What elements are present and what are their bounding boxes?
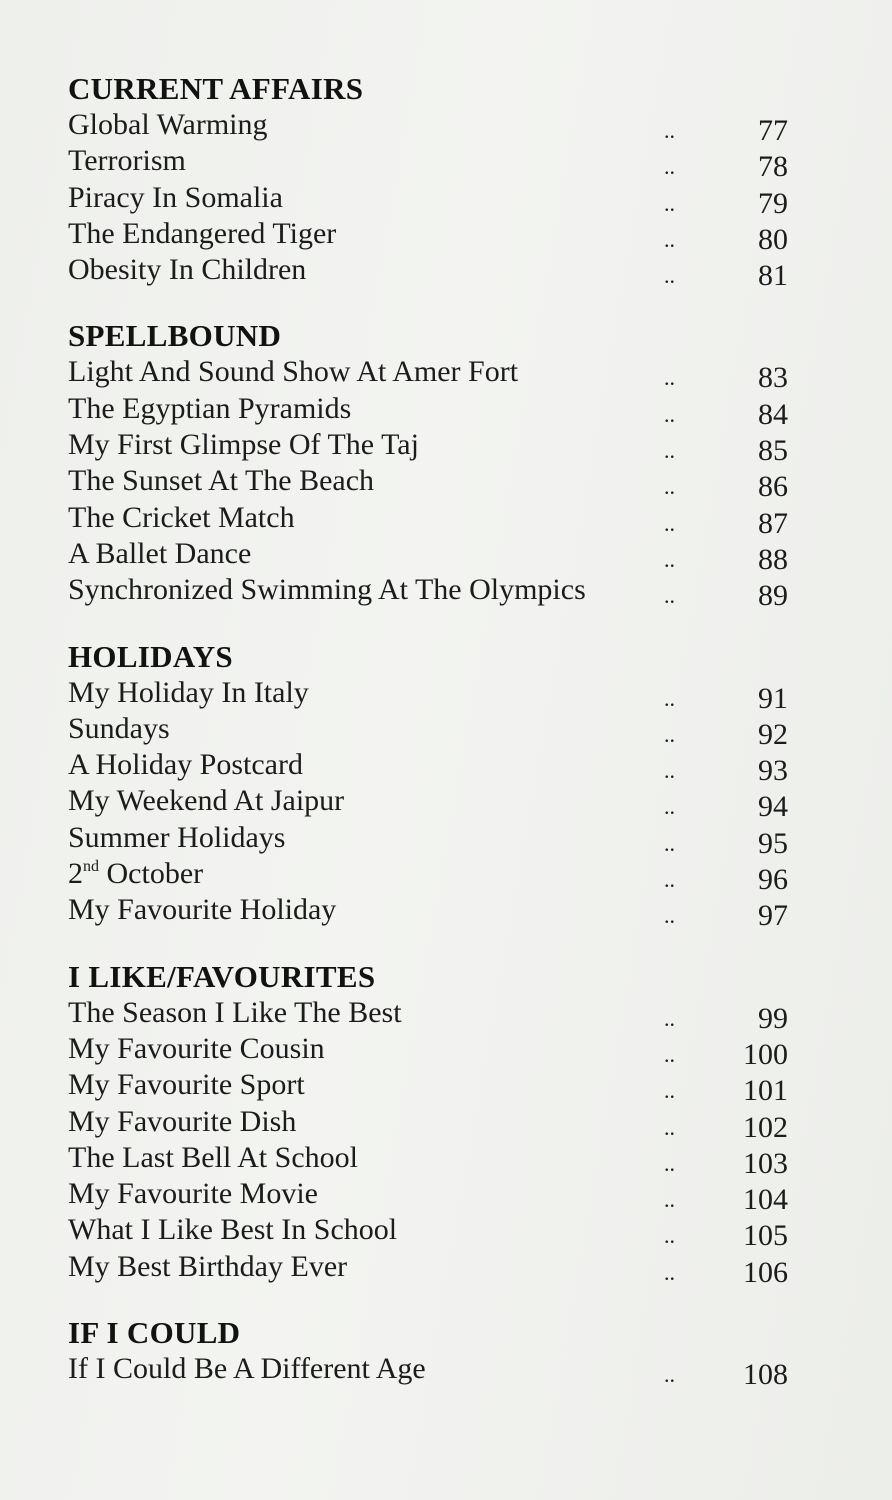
entry-title: Sundays (68, 711, 170, 745)
entry-page-number: 99 (758, 1001, 788, 1035)
entry-title: My Favourite Dish (68, 1104, 297, 1138)
entry-leader: .. (664, 1041, 675, 1067)
entry-title: The Last Bell At School (68, 1140, 358, 1174)
toc-section-if-i-could (68, 1314, 798, 1392)
entry-leader: .. (664, 685, 675, 711)
entry-title: My Favourite Cousin (68, 1031, 325, 1065)
section-title: IF I COULD (68, 1315, 241, 1351)
entry-page-number: 80 (758, 222, 788, 256)
toc-section-current-affairs (68, 70, 798, 293)
toc-entry[interactable] (68, 253, 798, 293)
entry-page-number: 100 (743, 1037, 788, 1071)
entry-leader: .. (664, 1114, 675, 1140)
toc-entry[interactable] (68, 784, 798, 824)
entry-title: The Endangered Tiger (68, 216, 337, 250)
toc-entry[interactable] (68, 355, 798, 395)
entry-page-number: 105 (743, 1219, 788, 1253)
entry-leader: .. (664, 510, 675, 536)
entry-leader: .. (664, 1078, 675, 1104)
toc-entry[interactable] (68, 675, 798, 715)
entry-title: My Favourite Holiday (68, 893, 337, 927)
entry-title: My Holiday In Italy (68, 675, 309, 709)
toc-entry[interactable] (68, 1249, 798, 1289)
entry-title: Light And Sound Show At Amer Fort (68, 355, 519, 389)
entry-title: The Egyptian Pyramids (68, 391, 352, 425)
entry-leader: .. (664, 226, 675, 252)
entry-title: My Best Birthday Ever (68, 1249, 348, 1283)
toc-entry[interactable] (68, 1140, 798, 1180)
toc-entry[interactable] (68, 144, 798, 184)
entry-leader: .. (664, 1150, 675, 1176)
toc-entry[interactable] (68, 573, 798, 613)
entry-page-number: 91 (758, 681, 788, 715)
entry-leader: .. (664, 263, 675, 289)
section-title: I LIKE/FAVOURITES (68, 958, 376, 994)
entry-title: A Ballet Dance (68, 536, 252, 570)
entry-title: If I Could Be A Different Age (68, 1352, 426, 1386)
toc-section-spellbound (68, 317, 798, 613)
entry-page-number: 89 (758, 579, 788, 613)
entry-title: My Favourite Movie (68, 1177, 318, 1211)
entry-page-number: 101 (743, 1074, 788, 1108)
entry-page-number: 84 (758, 397, 788, 431)
entry-title: A Holiday Postcard (68, 748, 303, 782)
entry-page-number: 83 (758, 361, 788, 395)
entry-leader: .. (664, 758, 675, 784)
toc-entry[interactable] (68, 1352, 798, 1392)
toc-entry[interactable] (68, 464, 798, 504)
section-title: HOLIDAYS (68, 638, 233, 674)
entry-leader: .. (664, 867, 675, 893)
entry-title: Obesity In Children (68, 253, 307, 287)
toc-entry[interactable] (68, 180, 798, 220)
entry-title-text: October (99, 857, 204, 891)
entry-page-number: 106 (743, 1255, 788, 1289)
entry-leader: .. (664, 190, 675, 216)
section-title: CURRENT AFFAIRS (68, 71, 364, 106)
entry-title-number: 2 (68, 857, 83, 891)
toc-entry[interactable] (68, 428, 798, 468)
toc-entry[interactable] (68, 748, 798, 788)
toc-entry[interactable] (68, 108, 798, 147)
entry-leader: .. (664, 438, 675, 464)
toc-entry[interactable] (68, 1104, 798, 1144)
entry-leader: .. (664, 154, 675, 180)
section-title: SPELLBOUND (68, 318, 282, 354)
entry-title: Synchronized Swimming At The Olympics (68, 573, 586, 607)
toc-section-holidays (68, 638, 798, 933)
entry-leader: .. (664, 1005, 675, 1031)
entry-page-number: 87 (758, 506, 788, 540)
entry-title: My First Glimpse Of The Taj (68, 428, 419, 462)
entry-leader: .. (664, 721, 675, 747)
entry-page-number: 78 (758, 150, 788, 184)
entry-page-number: 103 (743, 1146, 788, 1180)
toc-entry[interactable] (68, 500, 798, 540)
entry-leader: .. (664, 118, 675, 143)
entry-leader: .. (664, 830, 675, 856)
entry-leader: .. (664, 365, 675, 391)
table-of-contents (68, 70, 798, 1416)
toc-entry[interactable] (68, 893, 798, 933)
entry-leader: .. (664, 583, 675, 609)
toc-entry[interactable] (68, 536, 798, 576)
entry-page-number: 85 (758, 434, 788, 468)
entry-page-number: 81 (758, 259, 788, 293)
entry-page-number: 93 (758, 754, 788, 788)
entry-title: Terrorism (68, 144, 186, 178)
entry-page-number: 79 (758, 186, 788, 220)
entry-page-number: 97 (758, 899, 788, 933)
toc-entry[interactable] (68, 820, 798, 860)
entry-title: My Weekend At Jaipur (68, 784, 345, 818)
entry-leader: .. (664, 1259, 675, 1285)
entry-page-number: 102 (743, 1110, 788, 1144)
toc-entry[interactable] (68, 1031, 798, 1071)
toc-entry[interactable] (68, 1213, 798, 1253)
toc-entry[interactable] (68, 1177, 798, 1217)
toc-entry[interactable] (68, 216, 798, 256)
entry-title: Summer Holidays (68, 820, 286, 854)
toc-entry[interactable] (68, 391, 798, 431)
entry-leader: .. (664, 1223, 675, 1249)
entry-page-number: 96 (758, 863, 788, 897)
entry-page-number: 108 (743, 1358, 788, 1392)
entry-title: My Favourite Sport (68, 1068, 305, 1102)
entry-title: The Cricket Match (68, 500, 295, 534)
entry-title-ordinal-suffix: nd (83, 858, 99, 876)
entry-title: What I Like Best In School (68, 1213, 398, 1247)
entry-leader: .. (664, 903, 675, 929)
toc-entry[interactable] (68, 1068, 798, 1108)
toc-entry[interactable] (68, 711, 798, 751)
entry-leader: .. (664, 1362, 675, 1388)
entry-leader: .. (664, 401, 675, 427)
entry-page-number: 92 (758, 717, 788, 751)
entry-page-number: 86 (758, 470, 788, 504)
entry-page-number: 95 (758, 826, 788, 860)
entry-leader: .. (664, 794, 675, 820)
toc-entry[interactable] (68, 857, 798, 897)
entry-title: Global Warming (68, 108, 268, 141)
entry-title: The Season I Like The Best (68, 995, 402, 1029)
entry-leader: .. (664, 474, 675, 500)
toc-section-i-like-favourites (68, 958, 798, 1289)
entry-leader: .. (664, 546, 675, 572)
toc-entry[interactable] (68, 995, 798, 1035)
entry-page-number: 77 (758, 114, 788, 147)
entry-page-number: 88 (758, 542, 788, 576)
entry-page-number: 94 (758, 790, 788, 824)
entry-title: Piracy In Somalia (68, 180, 283, 214)
entry-leader: .. (664, 1187, 675, 1213)
entry-title: The Sunset At The Beach (68, 464, 375, 498)
entry-title (68, 857, 203, 891)
entry-page-number: 104 (743, 1183, 788, 1217)
